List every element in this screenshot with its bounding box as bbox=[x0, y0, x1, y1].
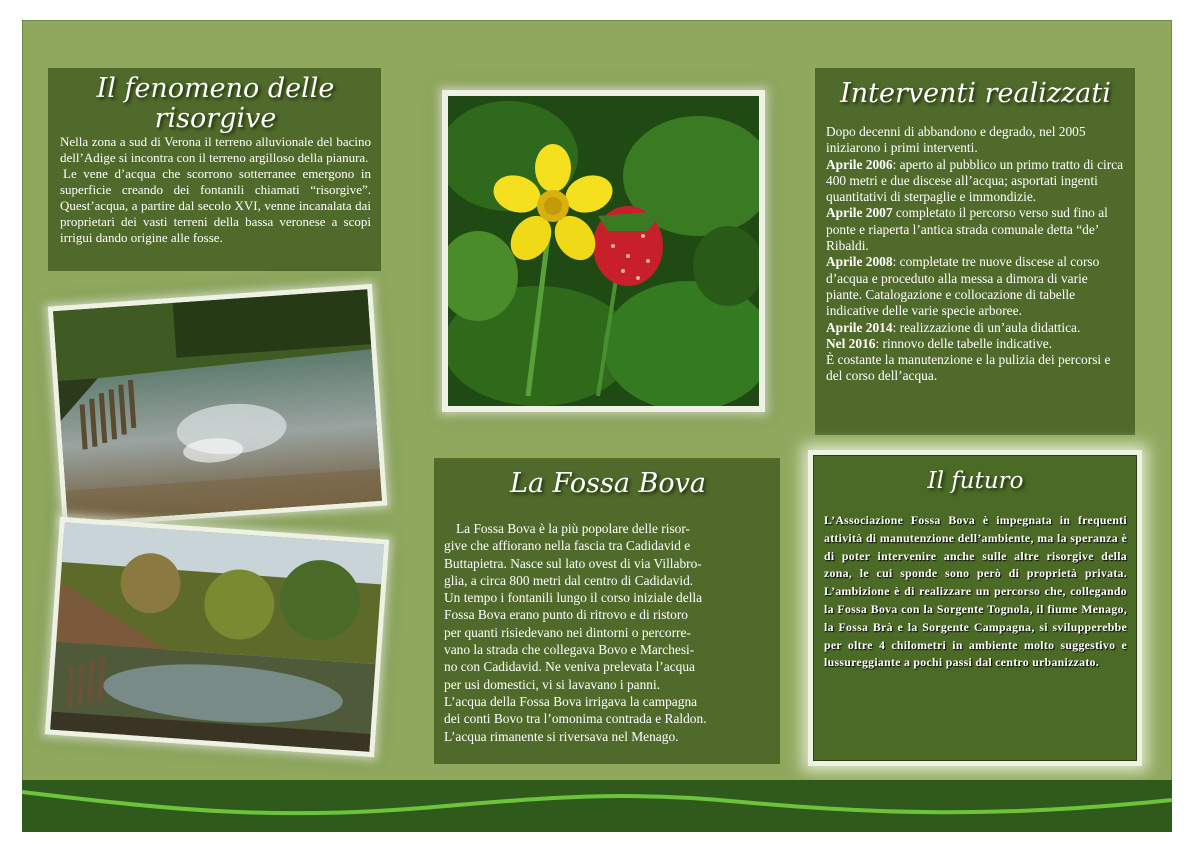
interventi-outro: È costante la manutenzione e la pulizia dei percorsi e del corso dell’acqua. bbox=[826, 352, 1111, 384]
risorgive-para-1: Nella zona a sud di Verona il terreno alluvionale del bacino dell’Adige si incontra con il terreno argilloso della pianura. bbox=[60, 134, 371, 165]
fossa-line: Un tempo i fontanili lungo il corso iniziale della bbox=[444, 590, 703, 606]
fossa-line: L’acqua rimanente si riversava nel Menago. bbox=[444, 728, 679, 744]
futuro-panel bbox=[813, 455, 1137, 761]
interventi-item-2016-text: : rinnovo delle tabelle indicative. bbox=[875, 335, 1053, 351]
futuro-title: Il futuro bbox=[927, 468, 1024, 494]
interventi-title: Interventi realizzati bbox=[840, 78, 1111, 109]
fossa-line: L’acqua della Fossa Bova irrigava la campagna bbox=[444, 693, 698, 709]
fossa-bova-title: La Fossa Bova bbox=[510, 468, 706, 499]
interventi-item-2016-label: Nel 2016 bbox=[826, 335, 876, 351]
interventi-item-2006-text: : aperto al pubblico un primo tratto di circa 400 metri e due discese all’acqua; asportati ingenti quantitativi di sterpaglie e immondizie. bbox=[826, 156, 1124, 205]
stream-photo-1 bbox=[48, 284, 388, 528]
interventi-item-2016 bbox=[826, 336, 1125, 352]
fossa-line: Fossa Bova erano punto di ritrovo e di ristoro bbox=[444, 607, 688, 623]
fossa-line: Buttapietra. Nasce sul lato ovest di via Villabro- bbox=[444, 555, 702, 571]
futuro-frame bbox=[808, 450, 1142, 766]
interventi-item-2008-label: Aprile 2008 bbox=[826, 254, 893, 270]
interventi-item-2007 bbox=[826, 205, 1125, 254]
fossa-line: per quanti risiedevano nei dintorni o percorre- bbox=[444, 624, 691, 640]
stream-photo-1-image bbox=[53, 289, 382, 522]
fossa-line: La Fossa Bova è la più popolare delle risor- bbox=[456, 521, 691, 536]
risorgive-para-2: Le vene d’acqua che scorrono sotterranee emergono in superficie creando dei fontanili chiamati “risorgive”. Quest’acqua, a partire dal secolo XVI, venne incanalata dai proprietari dei vasti terreni della bassa veronese a scopi irrigui dando origine alle fosse. bbox=[60, 166, 371, 245]
fossa-line: glia, a circa 800 metri dal centro di Cadidavid. bbox=[444, 572, 694, 588]
fossa-line: vano la strada che collegava Bovo e Marchesi- bbox=[444, 642, 695, 658]
interventi-panel bbox=[815, 68, 1135, 435]
interventi-item-2014-label: Aprile 2014 bbox=[826, 319, 893, 335]
interventi-item-2014 bbox=[826, 320, 1125, 336]
futuro-text: L’Associazione Fossa Bova è impegnata in frequenti attività di manutenzione dell’ambiente, ma la speranza è di poter intervenire anche sulle altre risorgive della zona, le cui sponde sono però di proprietà privata. L’ambizione è di realizzare un percorso che, collegando la Fossa Bova con la Sorgente Tognola, il fiume Menago, la Fossa Brà e la Sorgente Campagna, si svilupperebbe per oltre 4 chilometri in ambiente molto suggestivo e lussureggiante a pochi passi dal centro urbanizzato. bbox=[824, 513, 1127, 670]
risorgive-title: Il fenomeno delle risorgive bbox=[96, 73, 335, 134]
footer-band bbox=[22, 780, 1172, 832]
interventi-item-2007-label: Aprile 2007 bbox=[826, 205, 893, 221]
wave-decoration bbox=[22, 780, 1172, 832]
stream-photo-2 bbox=[45, 517, 389, 757]
interventi-item-2006-label: Aprile 2006 bbox=[826, 156, 893, 172]
fossa-bova-panel bbox=[434, 458, 780, 764]
interventi-item-2006 bbox=[826, 157, 1125, 206]
interventi-item-2008-text: : completate tre nuove discese al corso d’acqua e proceduto alla messa a dimora di varie piante. Catalogazione e collocazione di tabelle indicative delle varie specie arboree. bbox=[826, 254, 1100, 319]
strawberry-flower-photo bbox=[442, 90, 765, 412]
strawberry-flower-image bbox=[448, 96, 759, 406]
fossa-line: no con Cadidavid. Ne veniva prelevata l’acqua bbox=[444, 659, 695, 675]
interventi-item-2008 bbox=[826, 254, 1125, 319]
interventi-item-2007-text: completato il percorso verso sud fino al ponte e riaperta l’antica strada comunale detta “de’ Ribaldi. bbox=[826, 205, 1108, 254]
fossa-bova-text bbox=[444, 520, 772, 745]
brochure-page bbox=[22, 20, 1172, 832]
interventi-intro: Dopo decenni di abbandono e degrado, nel 2005 iniziarono i primi interventi. bbox=[826, 124, 1086, 156]
fossa-line: give che affiorano nella fascia tra Cadidavid e bbox=[444, 538, 691, 554]
stream-photo-2-image bbox=[50, 522, 384, 752]
fossa-line: per usi domestici, vi si lavavano i panni. bbox=[444, 676, 661, 692]
risorgive-panel bbox=[48, 68, 381, 271]
interventi-item-2014-text: : realizzazione di un’aula didattica. bbox=[892, 319, 1081, 335]
fossa-line: dei conti Bovo tra l’omonima contrada e Raldon. bbox=[444, 711, 707, 727]
